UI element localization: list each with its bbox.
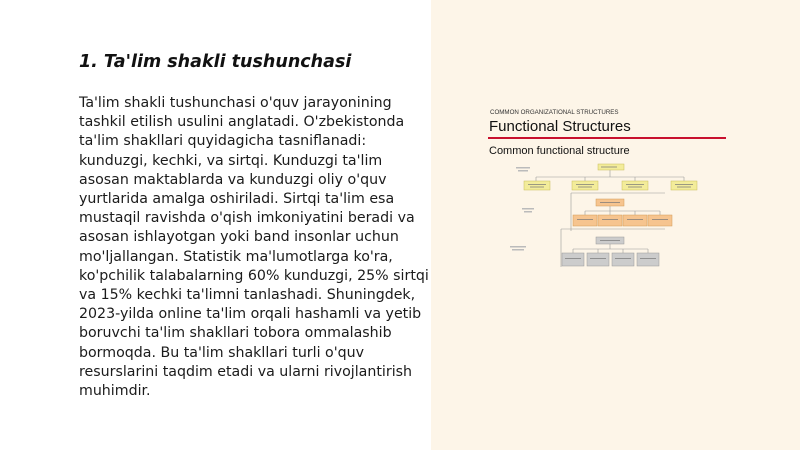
org-box-tier1-b xyxy=(572,181,598,190)
org-box-tier3-c xyxy=(612,253,634,266)
figure-title: Functional Structures xyxy=(489,118,631,135)
org-chart-diagram xyxy=(488,107,728,277)
slide-body-text: Ta'lim shakli tushunchasi o'quv jarayonining tashkil etilish usulini anglatadi. O'zbekistonda ta'lim shakllari quyidagicha tasniflanadi: kunduzgi, kechki, va sirtqi. Kunduzgi ta'lim asosan maktablarda va kunduzgi oliy o'quv yurtlarida amalga oshiriladi. Sirtqi ta'lim esa mustaqil ravishda o'qish imkoniyatini beradi va asosan ishlayotgan yoki band insonlar uchun mo'ljallangan. Statistik ma'lumotlarga ko'ra, ko'pchilik talabalarning 60% kunduzgi, 25% sirtqi va 15% kechki ta'limni tanlashadi. Shuningdek, 2023-yilda online ta'lim orqali hashamli va yetib boruvchi ta'lim shakllari tobora ommalashib bormoqda. Bu ta'lim shakllari turli o'quv resurslarini taqdim etadi va ularni rivojlantirish muhimdir. xyxy=(79,95,429,400)
org-box-tier2-d xyxy=(648,215,672,226)
org-box-tier2-a xyxy=(573,215,597,226)
figure-subtitle: Common functional structure xyxy=(489,145,630,157)
row-label-marks xyxy=(510,167,534,251)
org-box-tier3-b xyxy=(587,253,609,266)
org-box-tier1-d xyxy=(671,181,697,190)
org-box-tier1-a xyxy=(524,181,550,190)
slide-heading: 1. Ta'lim shakli tushunchasi xyxy=(79,52,352,72)
org-chart-figure xyxy=(488,107,728,277)
org-box-tier2-b xyxy=(598,215,622,226)
org-box-tier3-d xyxy=(637,253,659,266)
org-box-tier3-a xyxy=(562,253,584,266)
org-box-tier2-c xyxy=(623,215,647,226)
figure-overline: COMMON ORGANIZATIONAL STRUCTURES xyxy=(490,109,619,116)
org-box-tier1-c xyxy=(622,181,648,190)
